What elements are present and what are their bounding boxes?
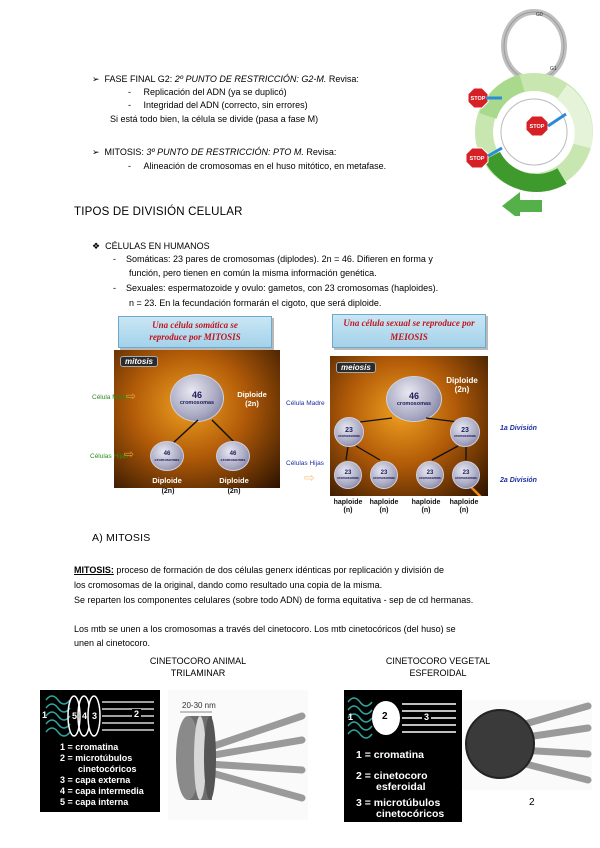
mitosis-def-line: Los mtb se unen a los cromosomas a través del cinetocoro. Los mtb cinetocóricos (del huso) se [74, 624, 456, 634]
mitosis-def-line: Se reparten los componentes celulares (sobre todo ADN) de forma equitativa - sep de cd hermanas. [74, 595, 474, 605]
animal-kinetochore-icon [40, 690, 160, 742]
haploid-label: haploide (n) [369, 499, 399, 514]
daughter-ploidy: Diploide [152, 476, 182, 485]
g2-heading: ➢ FASE FINAL G2: 2º PUNTO DE RESTRICCIÓN: G2-M. Revisa: [92, 74, 359, 84]
svg-text:STOP: STOP [529, 124, 545, 130]
mother-label: Célula Madre [92, 394, 131, 401]
arrow-right-icon: ⇨ [124, 447, 135, 461]
meiosis-mid-cell: 23 cromosomas [334, 417, 364, 447]
meiosis-mother-ploidy: Diploide (2n) [446, 376, 478, 394]
humans-sexual-line: n = 23. En la fecundación formarán el cigoto, que será diploide. [129, 298, 382, 308]
plant-num: 1 [348, 712, 354, 722]
mitosis-tag: mitosis [120, 356, 158, 367]
humans-somatic-line: función, pero tienen en común la misma información genética. [129, 268, 377, 278]
g2-conclusion: Si está todo bien, la célula se divide (pasa a fase M) [110, 114, 319, 124]
mother-cell: 46 cromosomas [170, 374, 224, 422]
haploid-label: haploide (n) [411, 499, 441, 514]
division-1-label: 1a División [500, 425, 537, 432]
animal-num: 2 [134, 709, 140, 719]
animal-num: 5 [72, 711, 78, 721]
mitosis-def-line: unen al cinetocoro. [74, 638, 151, 648]
plant-legend: cinetocóricos [376, 808, 445, 820]
daughter-label: Células Hijas [90, 453, 128, 460]
bullet-arrow-icon: ➢ [92, 74, 105, 84]
meiosis-mother-cell: 46 cromosomas [386, 376, 442, 422]
bullet-arrow-icon: ➢ [92, 147, 105, 157]
meiosis-small-cell: 23 cromosomas [416, 461, 444, 489]
humans-sexual-line: - Sexuales: espermatozoide y ovulo: gametos, con 23 cromosomas (haploides). [113, 283, 439, 293]
plant-legend: 3 = microtúbulos [356, 797, 441, 809]
plant-legend: 2 = cinetocoro [356, 770, 428, 782]
daughter-ploidy: Diploide [219, 476, 249, 485]
arrow-right-icon: ⇨ [126, 389, 137, 403]
animal-legend: 2 = microtúbulos [60, 753, 133, 763]
plant-legend: 1 = cromatina [356, 749, 424, 761]
meiosis-daughter-label: Células Hijas [286, 460, 324, 467]
arrow-right-icon: ⇨ [304, 470, 315, 485]
plant-legend: esferoidal [376, 781, 426, 793]
meiosis-mid-cell: 23 cromosomas [450, 417, 480, 447]
meiosis-figure-title: Una célula sexual se reproduce por MEIOSIS [332, 314, 486, 348]
page-number: 2 [529, 797, 535, 808]
meiosis-small-cell: 23 cromosomas [334, 461, 362, 489]
division-2-label: 2a División [500, 477, 537, 484]
mitosis-def-line: MITOSIS: proceso de formación de dos células generx idénticas por replicación y división de [74, 565, 445, 575]
animal-num: 4 [82, 711, 88, 721]
phase-g1-label: G1 [550, 66, 557, 72]
g2-item: - Integridad del ADN (correcto, sin errores) [128, 100, 308, 110]
kinetochore-animal-title: CINETOCORO ANIMAL TRILAMINAR [149, 656, 247, 678]
animal-legend: 3 = capa externa [60, 775, 131, 785]
meiosis-tag: meiosis [336, 362, 376, 373]
stop-sign-icon [468, 88, 488, 108]
animal-legend: 4 = capa intermedia [60, 786, 144, 796]
haploid-label: haploide (n) [449, 499, 479, 514]
humans-heading: ❖ CÉLULAS EN HUMANOS [92, 241, 210, 251]
animal-legend: cinetocóricos [78, 764, 137, 774]
svg-text:STOP: STOP [469, 156, 485, 162]
stop-sign-icon [466, 148, 488, 168]
meiosis-small-cell: 23 cromosomas [452, 461, 480, 489]
mitosis-def-line: los cromosomas de la original, dando como resultado una copia de la misma. [74, 580, 383, 590]
humans-somatic-line: - Somáticas: 23 pares de cromosomas (diplodes). 2n = 46. Difieren en forma y [113, 254, 433, 264]
animal-legend: 1 = cromatina [60, 742, 119, 752]
bullet-diamond-icon: ❖ [92, 241, 106, 251]
svg-text:STOP: STOP [470, 96, 486, 102]
plant-num: 3 [424, 712, 430, 722]
meiosis-small-cell: 23 cromosomas [370, 461, 398, 489]
plant-num: 2 [382, 711, 388, 722]
plant-kinetochore-icon [344, 690, 462, 746]
cell-cycle-diagram [462, 6, 594, 216]
haploid-label: haploide (n) [333, 499, 363, 514]
daughter-cell: 46 cromosomas [216, 441, 250, 471]
scale-label: 20-30 nm [182, 701, 216, 710]
animal-num: 1 [42, 710, 48, 720]
phase-g0-label: G0 [536, 12, 543, 18]
mitosis-figure-title: Una célula somática se reproduce por MITOSIS [118, 316, 272, 348]
daughter-ploidy-n: (2n) [161, 488, 175, 495]
animal-legend: 5 = capa interna [60, 797, 129, 807]
subsection-title: A) MITOSIS [92, 532, 151, 544]
plant-kinetochore-micrograph [462, 700, 592, 790]
mother-ploidy: Diploide (2n) [237, 390, 267, 408]
daughter-cell: 46 cromosomas [150, 441, 184, 471]
mitosis-check-heading: ➢ MITOSIS: 3º PUNTO DE RESTRICCIÓN: PTO M. Revisa: [92, 147, 337, 157]
daughter-ploidy-n: (2n) [227, 488, 241, 495]
meiosis-mother-label: Célula Madre [286, 400, 325, 407]
mitosis-check-item: - Alineación de cromosomas en el huso mitótico, en metafase. [128, 161, 387, 171]
stop-sign-icon [526, 116, 548, 136]
kinetochore-plant-title: CINETOCORO VEGETAL ESFEROIDAL [385, 656, 491, 678]
g2-item: - Replicación del ADN (ya se duplicó) [128, 87, 287, 97]
section-title: TIPOS DE DIVISIÓN CELULAR [74, 206, 243, 218]
animal-num: 3 [92, 711, 98, 721]
